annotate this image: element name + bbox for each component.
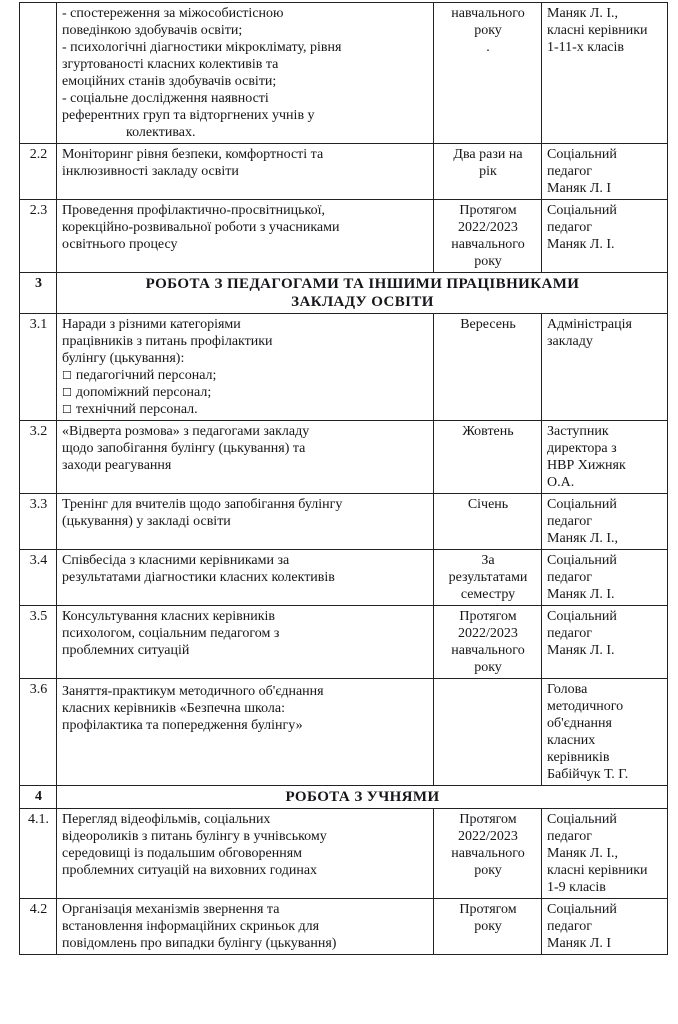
row-number: 2.3 <box>20 200 57 273</box>
table-row <box>20 421 668 494</box>
table-row <box>20 606 668 679</box>
activity-cell: Заняття-практикум методичного об'єднання класних керівників «Безпечна школа: профілактика та попередження булінгу» <box>57 679 434 786</box>
term-cell: Два рази на рік <box>434 144 542 200</box>
activity-cell: «Відверта розмова» з педагогами закладу щодо запобігання булінгу (цькування) та заходи реагування <box>57 421 434 494</box>
row-number <box>20 3 57 144</box>
responsible-cell: Заступник директора з НВР Хижняк О.А. <box>542 421 668 494</box>
term-cell: Протягом 2022/2023 навчального року <box>434 606 542 679</box>
row-number: 2.2 <box>20 144 57 200</box>
table-row <box>20 314 668 421</box>
section-title: РОБОТА З ПЕДАГОГАМИ ТА ІНШИМИ ПРАЦІВНИКАМИ ЗАКЛАДУ ОСВІТИ <box>57 273 668 314</box>
activity-cell: Співбесіда з класними керівниками за результатами діагностики класних колективів <box>57 550 434 606</box>
activity-cell: Перегляд відеофільмів, соціальних відеороликів з питань булінгу в учнівському середовищі із подальшим обговоренням проблемних ситуацій на виховних годинах <box>57 809 434 899</box>
table-row <box>20 550 668 606</box>
section-title: РОБОТА З УЧНЯМИ <box>57 786 668 809</box>
section-number: 3 <box>20 273 57 314</box>
plan-table-body <box>20 3 668 955</box>
activity-cell: Моніторинг рівня безпеки, комфортності та інклюзивності закладу освіти <box>57 144 434 200</box>
term-cell: Протягом 2022/2023 навчального року <box>434 200 542 273</box>
table-row <box>20 809 668 899</box>
table-row <box>20 899 668 955</box>
term-cell: Січень <box>434 494 542 550</box>
responsible-cell: Соціальний педагог Маняк Л. І. <box>542 606 668 679</box>
activity-cell: Консультування класних керівників психологом, соціальним педагогом з проблемних ситуацій <box>57 606 434 679</box>
term-cell: Жовтень <box>434 421 542 494</box>
table-row <box>20 3 668 144</box>
table-row <box>20 144 668 200</box>
table-row <box>20 200 668 273</box>
activity-cell: Організація механізмів звернення та встановлення інформаційних скриньок для повідомлень про випадки булінгу (цькування) <box>57 899 434 955</box>
row-number: 3.5 <box>20 606 57 679</box>
checkbox-list-item: ☐ технічний персонал. <box>62 401 429 418</box>
row-number: 3.4 <box>20 550 57 606</box>
table-row <box>20 679 668 786</box>
responsible-cell: Соціальний педагог Маняк Л. І. <box>542 550 668 606</box>
row-number: 3.1 <box>20 314 57 421</box>
table-row <box>20 494 668 550</box>
term-cell: Вересень <box>434 314 542 421</box>
responsible-cell: Голова методичного об'єднання класних керівників Бабійчук Т. Г. <box>542 679 668 786</box>
term-cell: За результатами семестру <box>434 550 542 606</box>
row-number: 4.1. <box>20 809 57 899</box>
responsible-cell: Адміністрація закладу <box>542 314 668 421</box>
responsible-cell: Соціальний педагог Маняк Л. І., <box>542 494 668 550</box>
responsible-cell: Соціальний педагог Маняк Л. І <box>542 144 668 200</box>
activity-cell: Тренінг для вчителів щодо запобігання булінгу (цькування) у закладі освіти <box>57 494 434 550</box>
section-header-row <box>20 273 668 314</box>
responsible-cell: Соціальний педагог Маняк Л. І., класні керівники 1-9 класів <box>542 809 668 899</box>
activity-cell: - спостереження за міжособистісною поведінкою здобувачів освіти; - психологічні діагностики мікроклімату, рівня згуртованості класних колективів та емоційних станів здобувачів освіти; - соціальне дослідження наявності референтних груп та відторгнених учнів у колективах. <box>57 3 434 144</box>
term-cell: навчального року . <box>434 3 542 144</box>
term-cell: Протягом 2022/2023 навчального року <box>434 809 542 899</box>
term-cell <box>434 679 542 786</box>
section-header-row <box>20 786 668 809</box>
row-number: 3.2 <box>20 421 57 494</box>
row-number: 4.2 <box>20 899 57 955</box>
responsible-cell: Соціальний педагог Маняк Л. І. <box>542 200 668 273</box>
responsible-cell: Маняк Л. І., класні керівники 1-11-х класів <box>542 3 668 144</box>
responsible-cell: Соціальний педагог Маняк Л. І <box>542 899 668 955</box>
section-number: 4 <box>20 786 57 809</box>
row-number: 3.3 <box>20 494 57 550</box>
checkbox-list-item: ☐ допоміжний персонал; <box>62 384 429 401</box>
term-cell: Протягом року <box>434 899 542 955</box>
activity-cell: Проведення профілактично-просвітницької, корекційно-розвивальної роботи з учасниками освітнього процесу <box>57 200 434 273</box>
checkbox-list-item: ☐ педагогічний персонал; <box>62 367 429 384</box>
row-number: 3.6 <box>20 679 57 786</box>
plan-table <box>19 2 668 955</box>
activity-cell: Наради з різними категоріями працівників з питань профілактики булінгу (цькування): ☐ педагогічний персонал; ☐ допоміжний персонал; ☐ технічний персонал. <box>57 314 434 421</box>
